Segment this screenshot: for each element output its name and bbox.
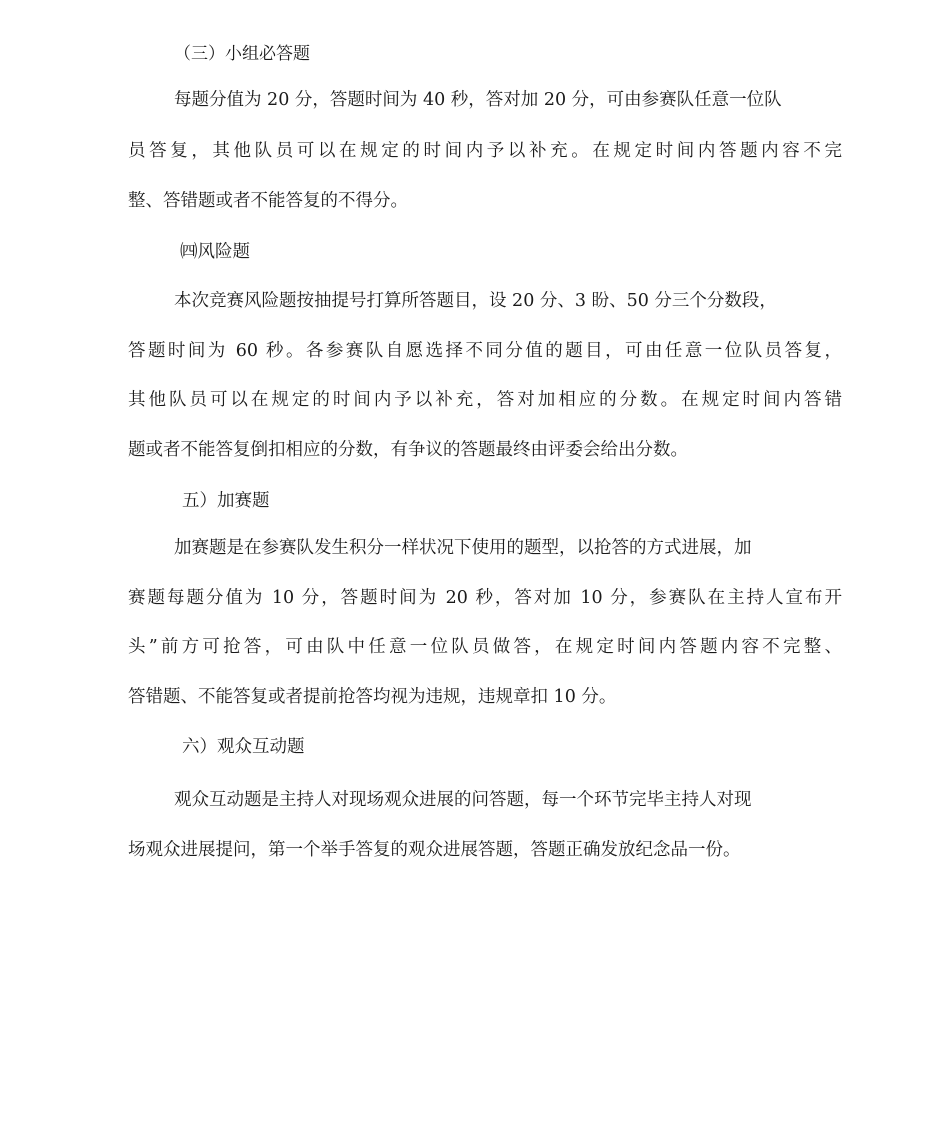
section-heading-5: 五）加赛题 (182, 491, 270, 511)
paragraph-line: 场观众进展提问，第一个举手答复的观众进展答题，答题正确发放纪念品一份。 (128, 840, 741, 860)
section-heading-6: 六）观众互动题 (182, 737, 305, 757)
section-heading-3: （三）小组必答题 (174, 44, 310, 64)
paragraph-line: 本次竞赛风险题按抽提号打算所答题目，设 20 分、3 盼、50 分三个分数段， (174, 291, 777, 311)
paragraph-line: 加赛题是在参赛队发生积分一样状况下使用的题型，以抢答的方式进展，加 (174, 538, 752, 558)
paragraph-line: 题或者不能答复倒扣相应的分数，有争议的答题最终由评委会给出分数。 (128, 440, 688, 460)
paragraph-line: 答错题、不能答复或者提前抢答均视为违规，违规章扣 10 分。 (128, 687, 617, 707)
paragraph-line: 赛题每题分值为 10 分，答题时间为 20 秒，答对加 10 分，参赛队在主持人宣布开 (128, 588, 842, 608)
paragraph-line: 观众互动题是主持人对现场观众进展的问答题，每一个环节完毕主持人对现 (174, 790, 752, 810)
section-heading-4: ㈣风险题 (180, 242, 250, 262)
paragraph-line: 其他队员可以在规定的时间内予以补充，答对加相应的分数。在规定时间内答错 (128, 390, 842, 410)
paragraph-line: 每题分值为 20 分，答题时间为 40 秒，答对加 20 分，可由参赛队任意一位队 (174, 90, 782, 110)
paragraph-line: 答题时间为 60 秒。各参赛队自愿选择不同分值的题目，可由任意一位队员答复， (128, 341, 842, 361)
paragraph-line: 员答复，其他队员可以在规定的时间内予以补充。在规定时间内答题内容不完 (128, 141, 842, 161)
paragraph-line: 整、答错题或者不能答复的不得分。 (128, 191, 408, 211)
paragraph-line: 头”前方可抢答，可由队中任意一位队员做答，在规定时间内答题内容不完整、 (128, 637, 842, 657)
